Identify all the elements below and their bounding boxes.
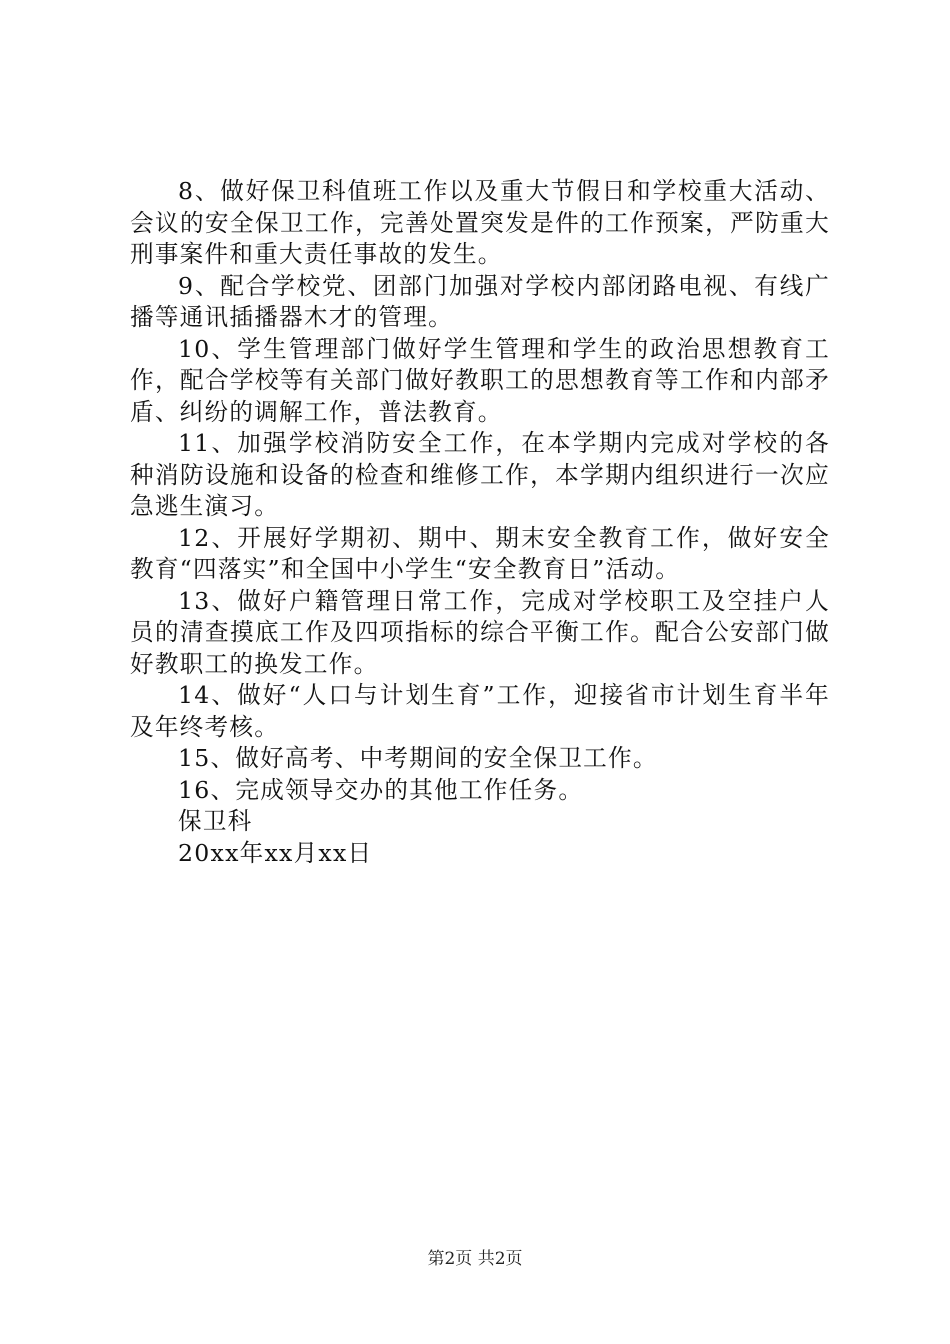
paragraph-item-11: 11、加强学校消防安全工作，在本学期内完成对学校的各种消防设施和设备的检查和维修工作，本学期内组织进行一次应急逃生演习。 bbox=[130, 429, 830, 520]
paragraph-item-10: 10、学生管理部门做好学生管理和学生的政治思想教育工作，配合学校等有关部门做好教职工的思想教育等工作和内部矛盾、纠纷的调解工作，普法教育。 bbox=[130, 334, 830, 426]
paragraph-item-14: 14、做好“人口与计划生育”工作，迎接省市计划生育半年及年终考核。 bbox=[130, 681, 830, 741]
signature-department: 保卫科 bbox=[178, 807, 253, 835]
paragraph-item-15: 15、做好高考、中考期间的安全保卫工作。 bbox=[178, 744, 658, 772]
paragraph-item-9: 9、配合学校党、团部门加强对学校内部闭路电视、有线广播等通讯插播器木才的管理。 bbox=[130, 271, 830, 331]
paragraph-item-16: 16、完成领导交办的其他工作任务。 bbox=[178, 775, 584, 804]
paragraph-item-13: 13、做好户籍管理日常工作，完成对学校职工及空挂户人员的清查摸底工作及四项指标的综合平衡工作。配合公安部门做好教职工的换发工作。 bbox=[130, 586, 830, 678]
page-number-footer: 第2页 共2页 bbox=[427, 1249, 523, 1269]
paragraph-item-8: 8、做好保卫科值班工作以及重大节假日和学校重大活动、会议的安全保卫工作，完善处置突发是件的工作预案，严防重大刑事案件和重大责任事故的发生。 bbox=[130, 177, 830, 268]
signature-date: 20xx年xx月xx日 bbox=[178, 838, 373, 867]
document-body bbox=[130, 176, 830, 869]
paragraph-item-12: 12、开展好学期初、期中、期末安全教育工作，做好安全教育“四落实”和全国中小学生“安全教育日”活动。 bbox=[130, 523, 830, 583]
